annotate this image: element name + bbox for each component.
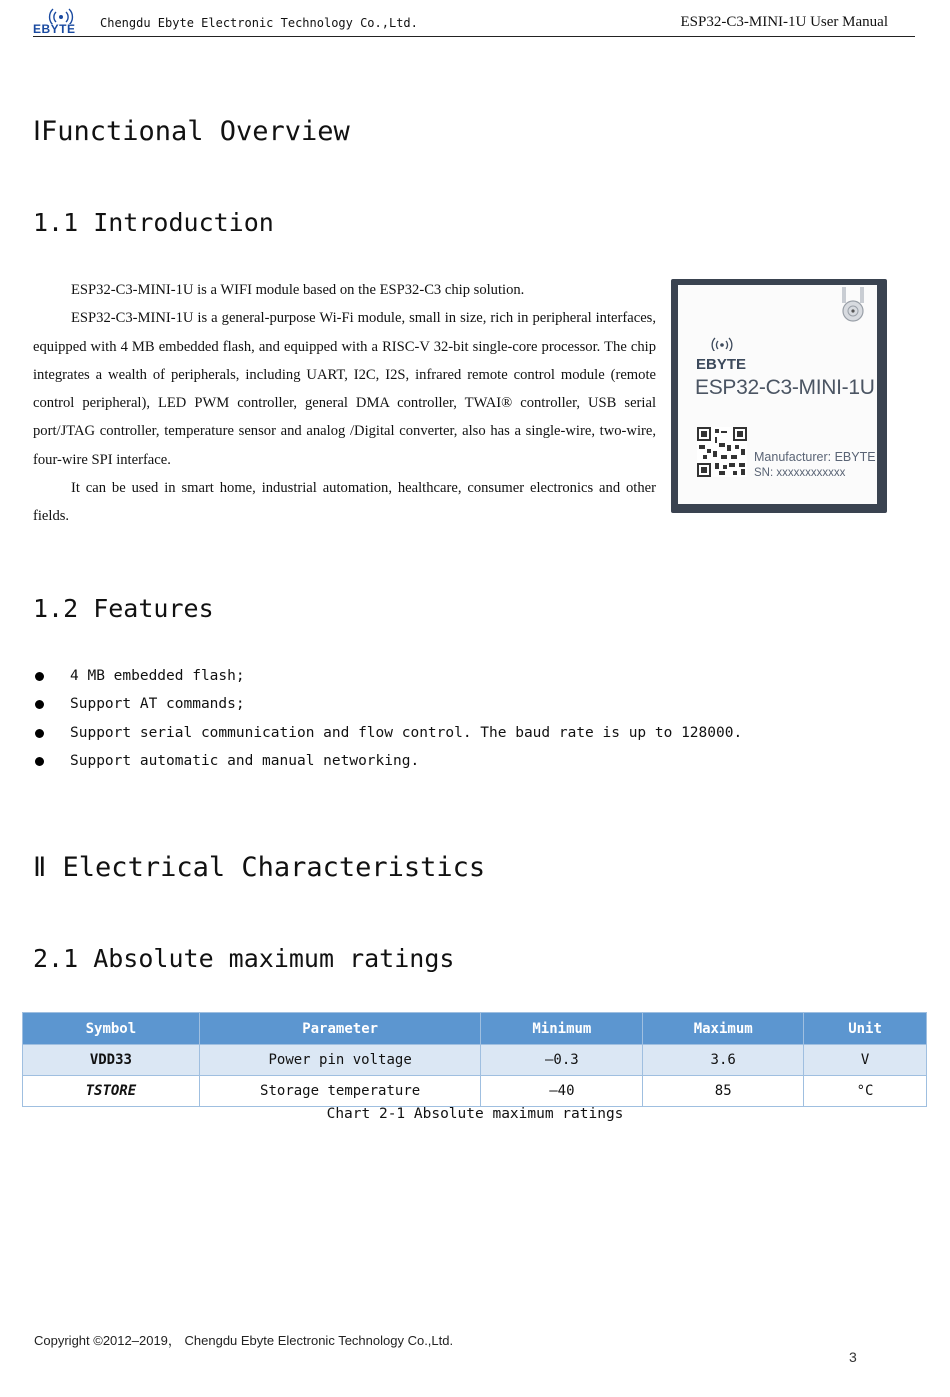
column-header: Unit [804, 1013, 927, 1045]
section-1-1-title: 1.1 Introduction [33, 208, 274, 237]
module-image [671, 279, 887, 513]
module-brand: EBYTE [696, 356, 747, 373]
bullet-icon [35, 700, 44, 709]
module-serial-number: SN: xxxxxxxxxxxx [754, 467, 846, 479]
bullet-icon [35, 757, 44, 766]
table-cell: °C [804, 1076, 927, 1107]
introduction-text [33, 276, 656, 531]
module-model: ESP32-C3-MINI-1U [695, 376, 875, 399]
intro-paragraph: ESP32-C3-MINI-1U is a general-purpose Wi-Fi module, small in size, rich in peripheral interfaces, equipped with 4 MB embedded flash, and equipped with a RISC-V 32-bit single-core processor. The chip integrates a wealth of peripherals, including UART, I2C, I2S, infrared remote control module (remote control peripheral), LED PWM controller, general DMA controller, TWAI® controller, USB serial port/JTAG controller, temperature sensor and analog /Digital converter, also has a single-wire, two-wire, four-wire SPI interface. [33, 310, 656, 468]
list-item: 4 MB embedded flash; [33, 662, 742, 690]
chapter-1-title: ⅠFunctional Overview [33, 116, 350, 147]
table-cell: –0.3 [481, 1045, 643, 1076]
table-row [23, 1045, 927, 1076]
column-header: Symbol [23, 1013, 200, 1045]
manual-title: ESP32-C3-MINI-1U User Manual [680, 14, 888, 30]
intro-paragraph: It can be used in smart home, industrial automation, healthcare, consumer electronics and other fields. [33, 480, 656, 525]
logo-text: EBYTE [33, 22, 76, 36]
list-item: Support serial communication and flow control. The baud rate is up to 128000. [33, 719, 742, 747]
absolute-maximum-ratings-table [22, 1012, 927, 1107]
table-header-row [23, 1013, 927, 1045]
antenna-connector-icon [842, 287, 864, 325]
column-header: Maximum [643, 1013, 804, 1045]
table-cell: TSTORE [23, 1076, 200, 1107]
table-cell: –40 [481, 1076, 643, 1107]
table-cell: Power pin voltage [199, 1045, 481, 1076]
column-header: Parameter [199, 1013, 481, 1045]
bullet-icon [35, 672, 44, 681]
company-name: Chengdu Ebyte Electronic Technology Co.,Ltd. [100, 16, 418, 30]
section-2-1-title: 2.1 Absolute maximum ratings [33, 944, 455, 973]
ebyte-logo [33, 6, 89, 36]
header-divider [33, 36, 915, 37]
table-row [23, 1076, 927, 1107]
table-cell: 3.6 [643, 1045, 804, 1076]
table-cell: VDD33 [23, 1045, 200, 1076]
table-cell: 85 [643, 1076, 804, 1107]
table-caption: Chart 2-1 Absolute maximum ratings [326, 1106, 624, 1122]
module-manufacturer: Manufacturer: EBYTE [754, 450, 876, 464]
bullet-icon [35, 729, 44, 738]
table-cell: Storage temperature [199, 1076, 481, 1107]
chapter-2-title: Ⅱ Electrical Characteristics [33, 852, 486, 883]
copyright-text: Copyright ©2012–2019， Chengdu Ebyte Electronic Technology Co.,Ltd. [34, 1333, 454, 1348]
list-item: Support automatic and manual networking. [33, 747, 742, 775]
signal-icon [708, 335, 736, 351]
intro-paragraph: ESP32-C3-MINI-1U is a WIFI module based on the ESP32-C3 chip solution. [71, 282, 525, 298]
page-number: 3 [849, 1349, 857, 1365]
features-list [33, 662, 742, 775]
qr-code-icon [697, 427, 747, 477]
column-header: Minimum [481, 1013, 643, 1045]
list-item: Support AT commands; [33, 690, 742, 718]
table-cell: V [804, 1045, 927, 1076]
section-1-2-title: 1.2 Features [33, 594, 214, 623]
